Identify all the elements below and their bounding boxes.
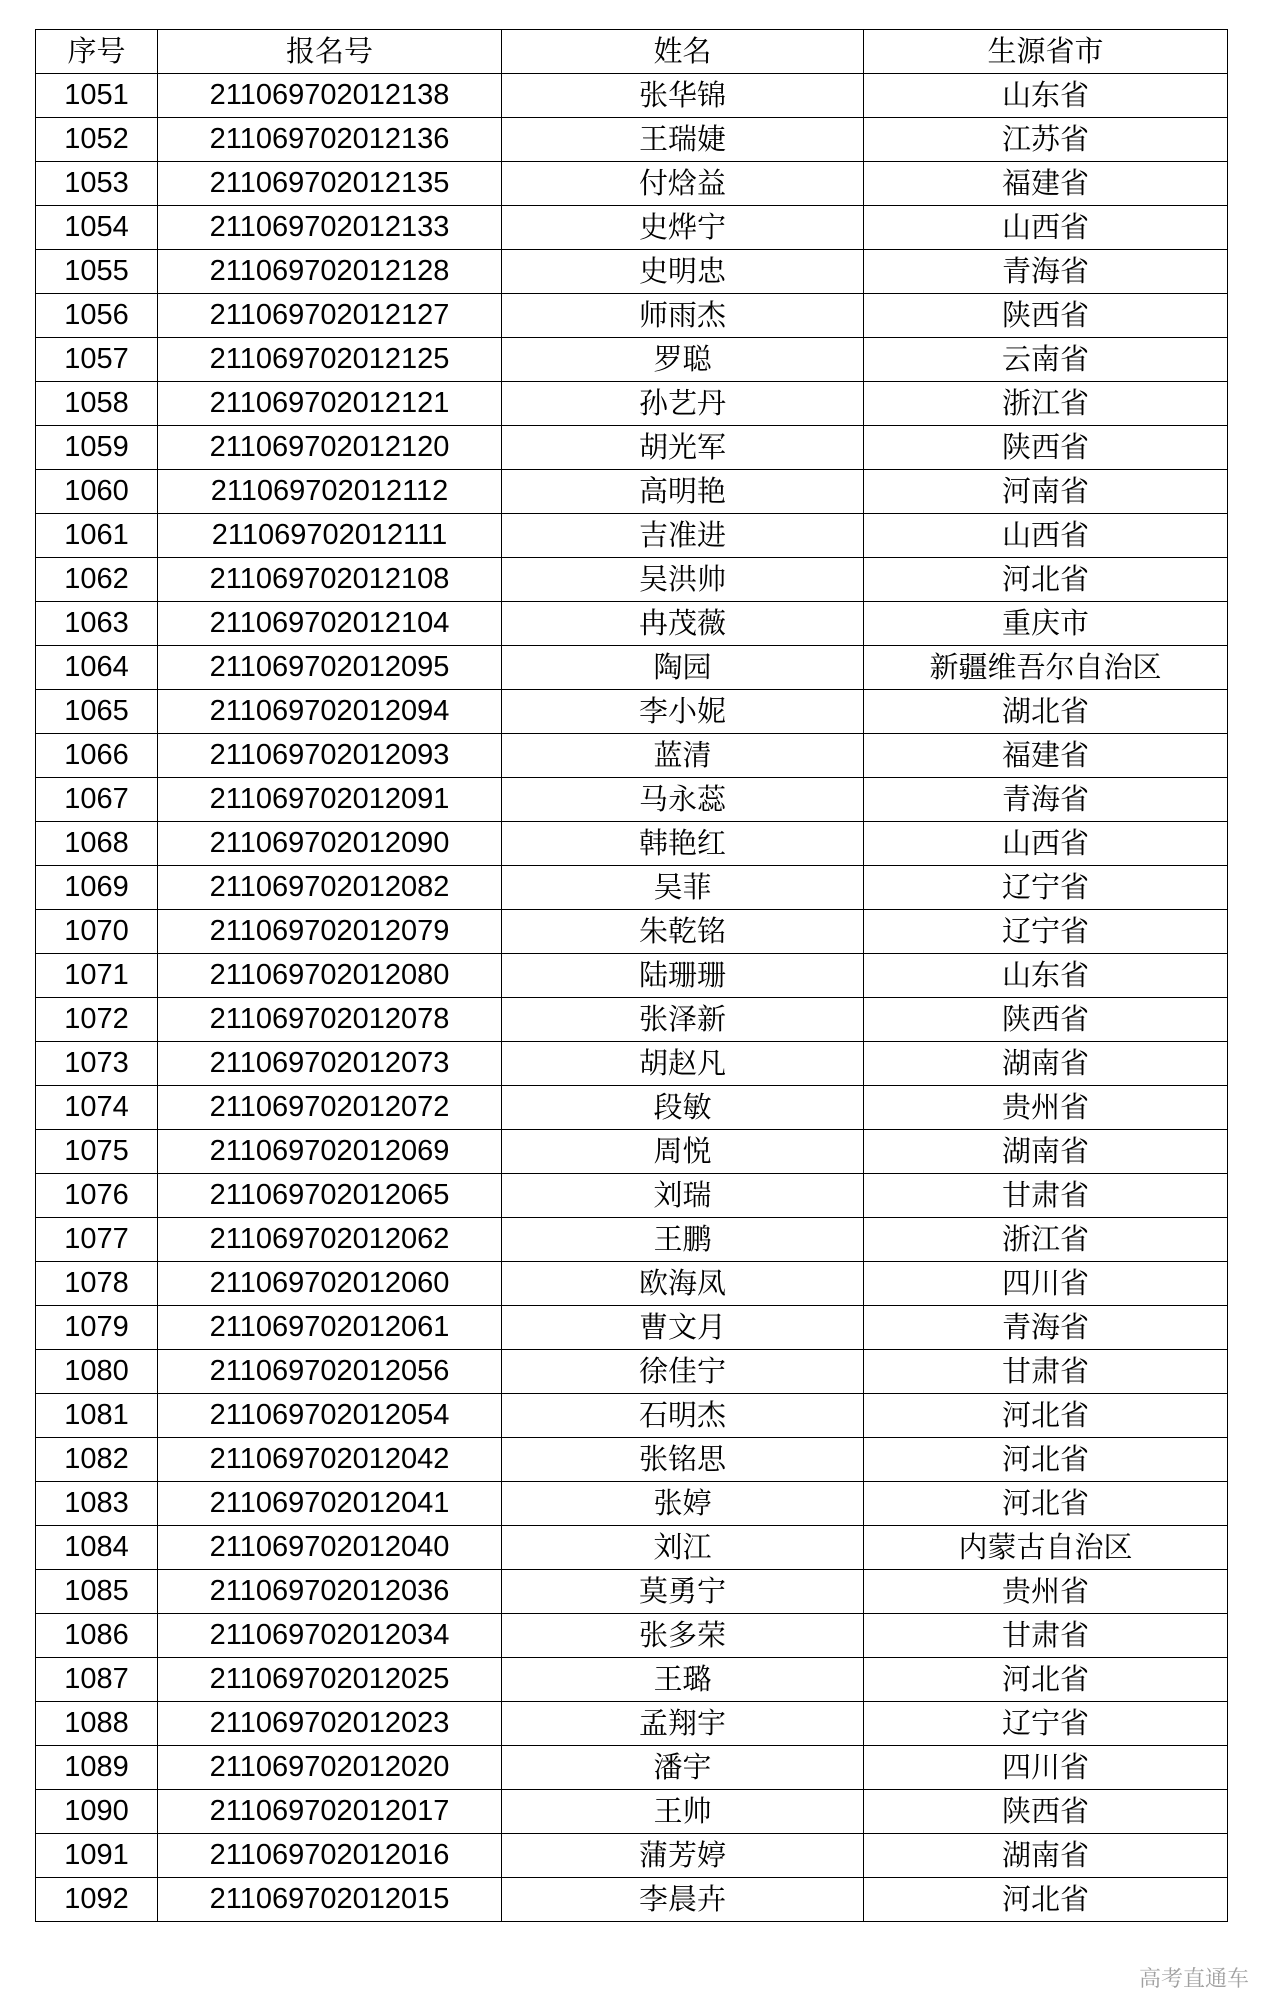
registration-number-cell: 211069702012128 — [158, 250, 502, 294]
name-cell: 胡光军 — [502, 426, 864, 470]
serial-number-cell: 1082 — [36, 1438, 158, 1482]
table-row — [36, 1438, 1228, 1482]
table-body — [36, 74, 1228, 1922]
serial-number-cell: 1051 — [36, 74, 158, 118]
origin-province-cell: 青海省 — [864, 250, 1228, 294]
name-cell: 段敏 — [502, 1086, 864, 1130]
serial-number-cell: 1067 — [36, 778, 158, 822]
name-cell: 蒲芳婷 — [502, 1834, 864, 1878]
origin-province-cell: 陕西省 — [864, 426, 1228, 470]
origin-province-cell: 贵州省 — [864, 1086, 1228, 1130]
serial-number-cell: 1085 — [36, 1570, 158, 1614]
header-serial-number: 序号 — [36, 30, 158, 74]
serial-number-cell: 1063 — [36, 602, 158, 646]
table-row — [36, 1130, 1228, 1174]
table-row — [36, 1086, 1228, 1130]
name-cell: 冉茂薇 — [502, 602, 864, 646]
registration-number-cell: 211069702012120 — [158, 426, 502, 470]
table-row — [36, 690, 1228, 734]
origin-province-cell: 山西省 — [864, 514, 1228, 558]
registration-number-cell: 211069702012111 — [158, 514, 502, 558]
origin-province-cell: 山西省 — [864, 822, 1228, 866]
serial-number-cell: 1052 — [36, 118, 158, 162]
table-row — [36, 1306, 1228, 1350]
table-row — [36, 1614, 1228, 1658]
serial-number-cell: 1072 — [36, 998, 158, 1042]
name-cell: 潘宇 — [502, 1746, 864, 1790]
registration-number-cell: 211069702012020 — [158, 1746, 502, 1790]
serial-number-cell: 1055 — [36, 250, 158, 294]
table-row — [36, 1042, 1228, 1086]
name-cell: 石明杰 — [502, 1394, 864, 1438]
name-cell: 王鹏 — [502, 1218, 864, 1262]
origin-province-cell: 四川省 — [864, 1746, 1228, 1790]
registration-number-cell: 211069702012056 — [158, 1350, 502, 1394]
registration-number-cell: 211069702012069 — [158, 1130, 502, 1174]
origin-province-cell: 湖南省 — [864, 1834, 1228, 1878]
registration-number-cell: 211069702012034 — [158, 1614, 502, 1658]
name-cell: 李小妮 — [502, 690, 864, 734]
name-cell: 王璐 — [502, 1658, 864, 1702]
name-cell: 胡赵凡 — [502, 1042, 864, 1086]
registration-number-cell: 211069702012133 — [158, 206, 502, 250]
origin-province-cell: 甘肃省 — [864, 1174, 1228, 1218]
table-row — [36, 822, 1228, 866]
serial-number-cell: 1059 — [36, 426, 158, 470]
registration-number-cell: 211069702012093 — [158, 734, 502, 778]
name-cell: 刘瑞 — [502, 1174, 864, 1218]
registration-number-cell: 211069702012091 — [158, 778, 502, 822]
header-row — [36, 30, 1228, 74]
registration-number-cell: 211069702012112 — [158, 470, 502, 514]
registration-number-cell: 211069702012127 — [158, 294, 502, 338]
registration-number-cell: 211069702012036 — [158, 1570, 502, 1614]
origin-province-cell: 陕西省 — [864, 1790, 1228, 1834]
name-cell: 张华锦 — [502, 74, 864, 118]
serial-number-cell: 1090 — [36, 1790, 158, 1834]
table-row — [36, 118, 1228, 162]
registration-number-cell: 211069702012041 — [158, 1482, 502, 1526]
registration-number-cell: 211069702012065 — [158, 1174, 502, 1218]
origin-province-cell: 河北省 — [864, 1482, 1228, 1526]
header-registration-number: 报名号 — [158, 30, 502, 74]
serial-number-cell: 1088 — [36, 1702, 158, 1746]
serial-number-cell: 1075 — [36, 1130, 158, 1174]
serial-number-cell: 1073 — [36, 1042, 158, 1086]
table-row — [36, 734, 1228, 778]
table-row — [36, 1790, 1228, 1834]
registration-number-cell: 211069702012072 — [158, 1086, 502, 1130]
table-row — [36, 250, 1228, 294]
name-cell: 罗聪 — [502, 338, 864, 382]
origin-province-cell: 新疆维吾尔自治区 — [864, 646, 1228, 690]
name-cell: 王瑞婕 — [502, 118, 864, 162]
watermark: 高考直通车 — [1138, 1967, 1249, 1992]
registration-number-cell: 211069702012121 — [158, 382, 502, 426]
table-row — [36, 1702, 1228, 1746]
origin-province-cell: 河北省 — [864, 558, 1228, 602]
table-row — [36, 1746, 1228, 1790]
name-cell: 师雨杰 — [502, 294, 864, 338]
serial-number-cell: 1058 — [36, 382, 158, 426]
name-cell: 韩艳红 — [502, 822, 864, 866]
origin-province-cell: 河北省 — [864, 1878, 1228, 1922]
table-row — [36, 1878, 1228, 1922]
origin-province-cell: 辽宁省 — [864, 866, 1228, 910]
origin-province-cell: 山西省 — [864, 206, 1228, 250]
serial-number-cell: 1065 — [36, 690, 158, 734]
origin-province-cell: 河南省 — [864, 470, 1228, 514]
registration-number-cell: 211069702012015 — [158, 1878, 502, 1922]
serial-number-cell: 1061 — [36, 514, 158, 558]
serial-number-cell: 1069 — [36, 866, 158, 910]
origin-province-cell: 贵州省 — [864, 1570, 1228, 1614]
name-cell: 朱乾铭 — [502, 910, 864, 954]
registration-number-cell: 211069702012125 — [158, 338, 502, 382]
name-cell: 莫勇宁 — [502, 1570, 864, 1614]
registration-number-cell: 211069702012104 — [158, 602, 502, 646]
registration-number-cell: 211069702012042 — [158, 1438, 502, 1482]
table-row — [36, 382, 1228, 426]
origin-province-cell: 江苏省 — [864, 118, 1228, 162]
name-cell: 马永蕊 — [502, 778, 864, 822]
registration-number-cell: 211069702012060 — [158, 1262, 502, 1306]
origin-province-cell: 重庆市 — [864, 602, 1228, 646]
table-row — [36, 602, 1228, 646]
table-row — [36, 1262, 1228, 1306]
table-row — [36, 1350, 1228, 1394]
origin-province-cell: 河北省 — [864, 1394, 1228, 1438]
table-row — [36, 294, 1228, 338]
name-cell: 史烨宁 — [502, 206, 864, 250]
table-row — [36, 1218, 1228, 1262]
table-row — [36, 1526, 1228, 1570]
table-row — [36, 866, 1228, 910]
serial-number-cell: 1056 — [36, 294, 158, 338]
serial-number-cell: 1083 — [36, 1482, 158, 1526]
registration-number-cell: 211069702012135 — [158, 162, 502, 206]
serial-number-cell: 1070 — [36, 910, 158, 954]
name-cell: 吴菲 — [502, 866, 864, 910]
name-cell: 欧海凤 — [502, 1262, 864, 1306]
table-row — [36, 646, 1228, 690]
header-origin-province: 生源省市 — [864, 30, 1228, 74]
name-cell: 徐佳宁 — [502, 1350, 864, 1394]
registration-number-cell: 211069702012108 — [158, 558, 502, 602]
serial-number-cell: 1068 — [36, 822, 158, 866]
origin-province-cell: 辽宁省 — [864, 1702, 1228, 1746]
registration-number-cell: 211069702012054 — [158, 1394, 502, 1438]
origin-province-cell: 甘肃省 — [864, 1350, 1228, 1394]
registration-number-cell: 211069702012017 — [158, 1790, 502, 1834]
name-cell: 周悦 — [502, 1130, 864, 1174]
origin-province-cell: 青海省 — [864, 778, 1228, 822]
table-row — [36, 954, 1228, 998]
serial-number-cell: 1076 — [36, 1174, 158, 1218]
table-row — [36, 1834, 1228, 1878]
origin-province-cell: 青海省 — [864, 1306, 1228, 1350]
table-row — [36, 470, 1228, 514]
serial-number-cell: 1092 — [36, 1878, 158, 1922]
table-header — [36, 30, 1228, 74]
origin-province-cell: 河北省 — [864, 1438, 1228, 1482]
registration-number-cell: 211069702012138 — [158, 74, 502, 118]
serial-number-cell: 1087 — [36, 1658, 158, 1702]
serial-number-cell: 1060 — [36, 470, 158, 514]
serial-number-cell: 1079 — [36, 1306, 158, 1350]
table-row — [36, 778, 1228, 822]
registration-number-cell: 211069702012136 — [158, 118, 502, 162]
registration-number-cell: 211069702012025 — [158, 1658, 502, 1702]
registration-number-cell: 211069702012090 — [158, 822, 502, 866]
serial-number-cell: 1077 — [36, 1218, 158, 1262]
name-cell: 张泽新 — [502, 998, 864, 1042]
registration-number-cell: 211069702012080 — [158, 954, 502, 998]
registration-number-cell: 211069702012023 — [158, 1702, 502, 1746]
origin-province-cell: 福建省 — [864, 162, 1228, 206]
name-cell: 孙艺丹 — [502, 382, 864, 426]
origin-province-cell: 辽宁省 — [864, 910, 1228, 954]
registration-number-cell: 211069702012040 — [158, 1526, 502, 1570]
name-cell: 吉准进 — [502, 514, 864, 558]
name-cell: 张铭思 — [502, 1438, 864, 1482]
table-row — [36, 1394, 1228, 1438]
origin-province-cell: 湖南省 — [864, 1130, 1228, 1174]
name-cell: 曹文月 — [502, 1306, 864, 1350]
name-cell: 付焓益 — [502, 162, 864, 206]
origin-province-cell: 四川省 — [864, 1262, 1228, 1306]
table-row — [36, 426, 1228, 470]
origin-province-cell: 陕西省 — [864, 294, 1228, 338]
header-name: 姓名 — [502, 30, 864, 74]
name-cell: 史明忠 — [502, 250, 864, 294]
registration-number-cell: 211069702012061 — [158, 1306, 502, 1350]
serial-number-cell: 1091 — [36, 1834, 158, 1878]
serial-number-cell: 1071 — [36, 954, 158, 998]
registration-number-cell: 211069702012016 — [158, 1834, 502, 1878]
name-cell: 刘江 — [502, 1526, 864, 1570]
serial-number-cell: 1062 — [36, 558, 158, 602]
table-row — [36, 998, 1228, 1042]
table-row — [36, 1174, 1228, 1218]
origin-province-cell: 湖南省 — [864, 1042, 1228, 1086]
origin-province-cell: 浙江省 — [864, 1218, 1228, 1262]
serial-number-cell: 1084 — [36, 1526, 158, 1570]
serial-number-cell: 1078 — [36, 1262, 158, 1306]
registration-number-cell: 211069702012095 — [158, 646, 502, 690]
origin-province-cell: 陕西省 — [864, 998, 1228, 1042]
registration-number-cell: 211069702012079 — [158, 910, 502, 954]
table-row — [36, 162, 1228, 206]
registration-number-cell: 211069702012082 — [158, 866, 502, 910]
serial-number-cell: 1057 — [36, 338, 158, 382]
table-row — [36, 338, 1228, 382]
name-cell: 张婷 — [502, 1482, 864, 1526]
name-cell: 张多荣 — [502, 1614, 864, 1658]
origin-province-cell: 内蒙古自治区 — [864, 1526, 1228, 1570]
serial-number-cell: 1053 — [36, 162, 158, 206]
origin-province-cell: 浙江省 — [864, 382, 1228, 426]
registration-number-cell: 211069702012062 — [158, 1218, 502, 1262]
origin-province-cell: 山东省 — [864, 954, 1228, 998]
table-row — [36, 1482, 1228, 1526]
origin-province-cell: 甘肃省 — [864, 1614, 1228, 1658]
serial-number-cell: 1064 — [36, 646, 158, 690]
serial-number-cell: 1086 — [36, 1614, 158, 1658]
table-row — [36, 910, 1228, 954]
table-row — [36, 1658, 1228, 1702]
name-cell: 陆珊珊 — [502, 954, 864, 998]
origin-province-cell: 湖北省 — [864, 690, 1228, 734]
name-cell: 蓝清 — [502, 734, 864, 778]
registration-number-cell: 211069702012094 — [158, 690, 502, 734]
registration-number-cell: 211069702012078 — [158, 998, 502, 1042]
origin-province-cell: 山东省 — [864, 74, 1228, 118]
serial-number-cell: 1089 — [36, 1746, 158, 1790]
name-cell: 王帅 — [502, 1790, 864, 1834]
serial-number-cell: 1066 — [36, 734, 158, 778]
name-cell: 李晨卉 — [502, 1878, 864, 1922]
roster-table — [35, 29, 1228, 1922]
registration-number-cell: 211069702012073 — [158, 1042, 502, 1086]
table-row — [36, 558, 1228, 602]
origin-province-cell: 河北省 — [864, 1658, 1228, 1702]
table-row — [36, 1570, 1228, 1614]
table-row — [36, 206, 1228, 250]
serial-number-cell: 1081 — [36, 1394, 158, 1438]
table-row — [36, 74, 1228, 118]
origin-province-cell: 福建省 — [864, 734, 1228, 778]
name-cell: 陶园 — [502, 646, 864, 690]
serial-number-cell: 1054 — [36, 206, 158, 250]
table-row — [36, 514, 1228, 558]
origin-province-cell: 云南省 — [864, 338, 1228, 382]
name-cell: 高明艳 — [502, 470, 864, 514]
serial-number-cell: 1080 — [36, 1350, 158, 1394]
name-cell: 孟翔宇 — [502, 1702, 864, 1746]
serial-number-cell: 1074 — [36, 1086, 158, 1130]
name-cell: 吴洪帅 — [502, 558, 864, 602]
